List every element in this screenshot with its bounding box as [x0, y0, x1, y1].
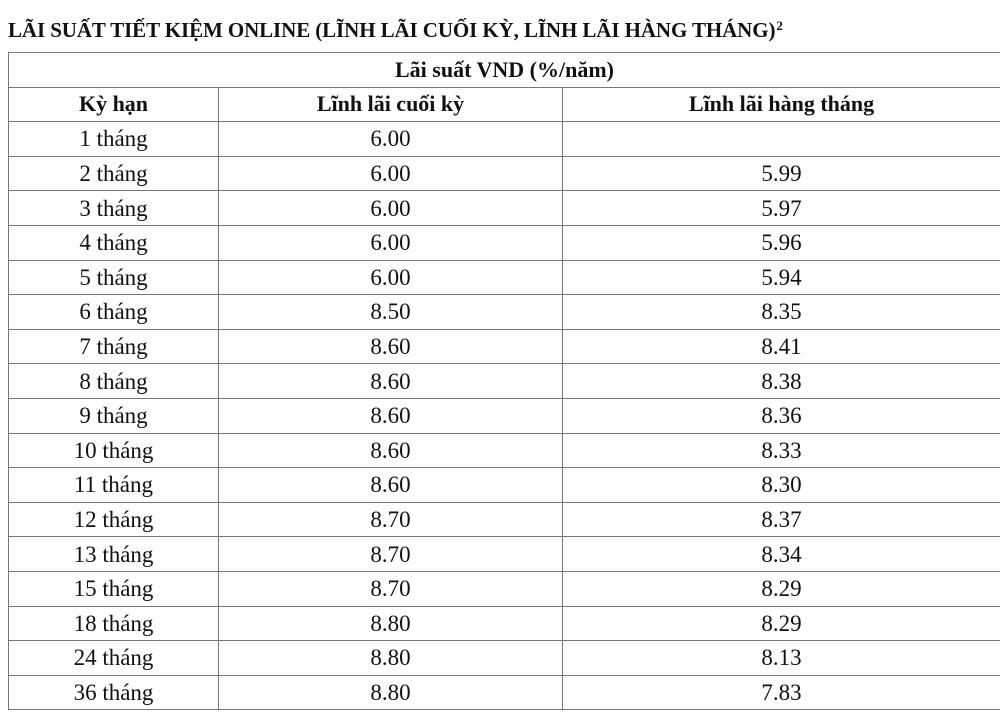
end-of-term-rate-cell: 6.00 [219, 156, 563, 191]
table-row [9, 675, 1000, 710]
end-of-term-rate-cell: 8.70 [219, 502, 563, 537]
monthly-rate-cell: 8.41 [563, 329, 1000, 364]
table-row [9, 433, 1000, 468]
term-cell: 8 tháng [9, 364, 219, 399]
table-caption-row [9, 53, 1000, 88]
monthly-rate-cell: 5.94 [563, 260, 1000, 295]
table-row [9, 502, 1000, 537]
term-cell: 1 tháng [9, 122, 219, 157]
table-row [9, 191, 1000, 226]
monthly-rate-cell: 8.29 [563, 571, 1000, 606]
table-caption: Lãi suất VND (%/năm) [9, 53, 1000, 88]
end-of-term-rate-cell: 8.80 [219, 606, 563, 641]
end-of-term-rate-cell: 8.60 [219, 468, 563, 503]
monthly-rate-cell: 8.37 [563, 502, 1000, 537]
end-of-term-rate-cell: 8.60 [219, 329, 563, 364]
monthly-rate-cell [563, 122, 1000, 157]
end-of-term-rate-cell: 6.00 [219, 260, 563, 295]
table-row [9, 606, 1000, 641]
term-cell: 13 tháng [9, 537, 219, 572]
term-cell: 12 tháng [9, 502, 219, 537]
table-row [9, 571, 1000, 606]
monthly-rate-cell: 7.83 [563, 675, 1000, 710]
end-of-term-rate-cell: 8.60 [219, 364, 563, 399]
table-row [9, 122, 1000, 157]
term-cell: 2 tháng [9, 156, 219, 191]
term-cell: 7 tháng [9, 329, 219, 364]
monthly-rate-cell: 8.33 [563, 433, 1000, 468]
monthly-rate-cell: 8.34 [563, 537, 1000, 572]
monthly-rate-cell: 5.97 [563, 191, 1000, 226]
monthly-rate-cell: 8.35 [563, 295, 1000, 330]
end-of-term-rate-cell: 8.50 [219, 295, 563, 330]
table-row [9, 156, 1000, 191]
term-cell: 4 tháng [9, 225, 219, 260]
term-cell: 9 tháng [9, 398, 219, 433]
table-row [9, 537, 1000, 572]
monthly-rate-cell: 8.30 [563, 468, 1000, 503]
header-monthly-interest: Lĩnh lãi hàng tháng [563, 87, 1000, 122]
term-cell: 3 tháng [9, 191, 219, 226]
title-text: LÃI SUẤT TIẾT KIỆM ONLINE (LĨNH LÃI CUỐI KỲ, LĨNH LÃI HÀNG THÁNG) [8, 18, 776, 42]
header-end-of-term-interest: Lĩnh lãi cuối kỳ [219, 87, 563, 122]
term-cell: 24 tháng [9, 641, 219, 676]
table-row [9, 295, 1000, 330]
term-cell: 18 tháng [9, 606, 219, 641]
monthly-rate-cell: 8.38 [563, 364, 1000, 399]
end-of-term-rate-cell: 6.00 [219, 122, 563, 157]
monthly-rate-cell: 5.96 [563, 225, 1000, 260]
end-of-term-rate-cell: 8.60 [219, 398, 563, 433]
table-row [9, 364, 1000, 399]
term-cell: 5 tháng [9, 260, 219, 295]
term-cell: 11 tháng [9, 468, 219, 503]
end-of-term-rate-cell: 8.70 [219, 571, 563, 606]
table-row [9, 641, 1000, 676]
monthly-rate-cell: 8.13 [563, 641, 1000, 676]
table-row [9, 260, 1000, 295]
end-of-term-rate-cell: 6.00 [219, 225, 563, 260]
header-term: Kỳ hạn [9, 87, 219, 122]
table-row [9, 398, 1000, 433]
title-footnote-marker: 2 [776, 18, 783, 33]
end-of-term-rate-cell: 6.00 [219, 191, 563, 226]
monthly-rate-cell: 5.99 [563, 156, 1000, 191]
document-title [8, 18, 783, 43]
monthly-rate-cell: 8.36 [563, 398, 1000, 433]
table-row [9, 225, 1000, 260]
end-of-term-rate-cell: 8.80 [219, 641, 563, 676]
table-header-row [9, 87, 1000, 122]
end-of-term-rate-cell: 8.60 [219, 433, 563, 468]
term-cell: 15 tháng [9, 571, 219, 606]
table-row [9, 468, 1000, 503]
term-cell: 36 tháng [9, 675, 219, 710]
term-cell: 10 tháng [9, 433, 219, 468]
monthly-rate-cell: 8.29 [563, 606, 1000, 641]
term-cell: 6 tháng [9, 295, 219, 330]
interest-rate-table [8, 52, 1000, 710]
end-of-term-rate-cell: 8.70 [219, 537, 563, 572]
table-row [9, 329, 1000, 364]
end-of-term-rate-cell: 8.80 [219, 675, 563, 710]
